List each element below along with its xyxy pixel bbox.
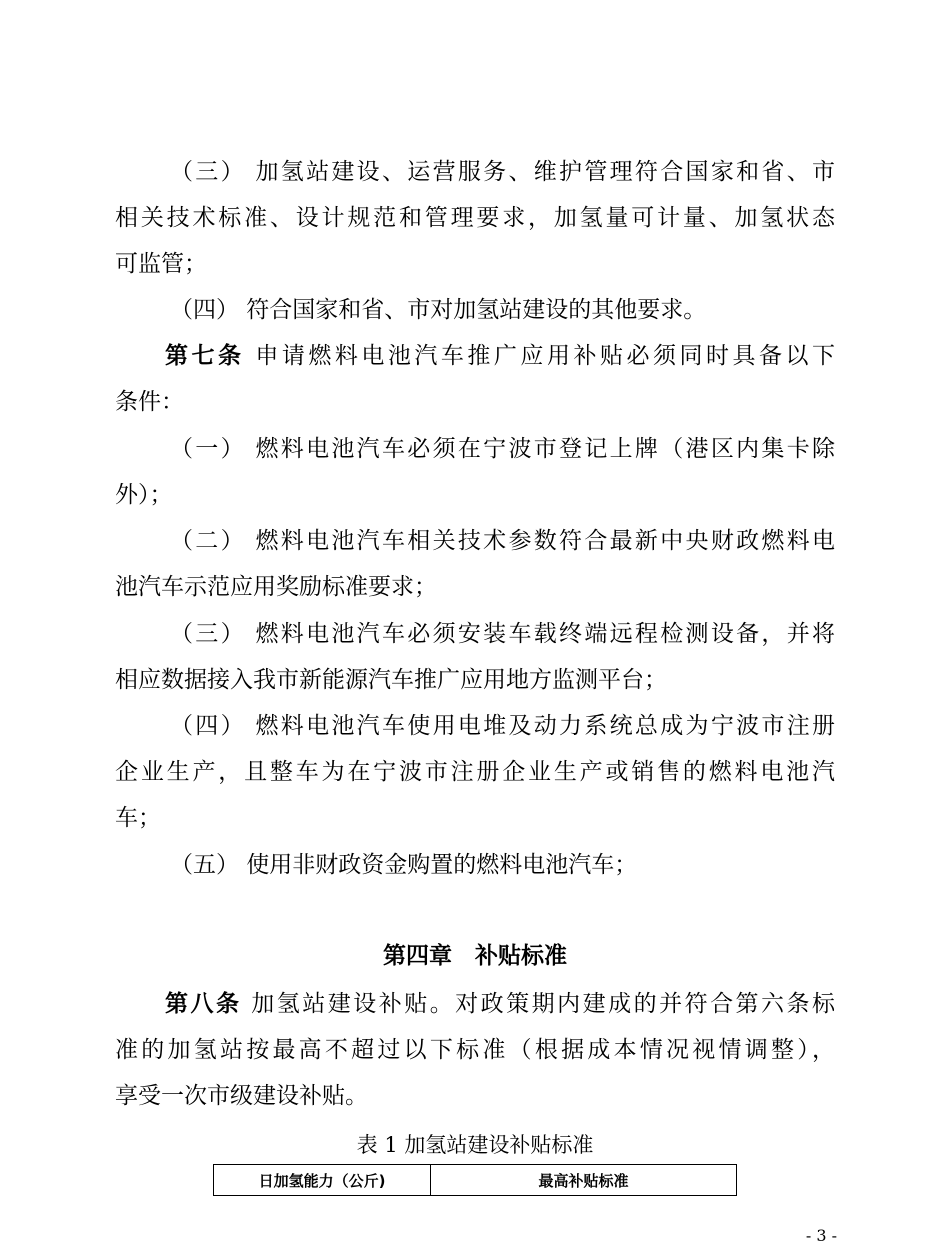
article-7-3-line-1: （三） 燃料电池汽车必须安装车载终端远程检测设备，并将 (170, 621, 835, 647)
article-7-3-line-2: 相应数据接入我市新能源汽车推广应用地方监测平台； (115, 667, 667, 693)
article-8-line-3: 享受一次市级建设补贴。 (115, 1083, 368, 1109)
article-7-label: 第七条 (165, 343, 245, 369)
table-header-capacity: 日加氢能力（公斤) (214, 1165, 431, 1196)
article-7-line-2: 条件： (115, 389, 184, 415)
article-7-4-line-2: 企业生产，且整车为在宁波市注册企业生产或销售的燃料电池汽 (115, 759, 835, 785)
article-7-5: （五） 使用非财政资金购置的燃料电池汽车； (170, 852, 638, 878)
para-6-3-line-2: 相关技术标准、设计规范和管理要求，加氢量可计量、加氢状态 (115, 205, 835, 231)
article-8-line-1 (165, 988, 835, 1020)
article-8-label: 第八条 (165, 991, 242, 1017)
article-7-1-line-2: 外）； (115, 482, 173, 508)
table-header-row (214, 1165, 737, 1196)
article-7-4-line-3: 车； (115, 805, 161, 831)
para-6-3-line-3: 可监管； (115, 251, 207, 277)
article-8-line-2: 准的加氢站按最高不超过以下标准（根据成本情况视情调整）， (115, 1037, 835, 1063)
page-number: - 3 - (805, 1226, 837, 1245)
chapter-heading: 第四章 补贴标准 (383, 943, 567, 969)
subsidy-table (213, 1164, 737, 1196)
article-7-2-line-1: （二） 燃料电池汽车相关技术参数符合最新中央财政燃料电 (170, 528, 835, 554)
article-7-2-line-2: 池汽车示范应用奖励标准要求； (115, 574, 437, 600)
article-7-line-1 (165, 340, 835, 372)
article-7-4-line-1: （四） 燃料电池汽车使用电堆及动力系统总成为宁波市注册 (170, 713, 835, 739)
table-caption: 表 1 加氢站建设补贴标准 (356, 1133, 594, 1157)
article-7-text: 申请燃料电池汽车推广应用补贴必须同时具备以下 (255, 343, 836, 369)
para-6-4: （四） 符合国家和省、市对加氢站建设的其他要求。 (170, 297, 707, 323)
table-header-subsidy: 最高补贴标准 (431, 1165, 737, 1196)
article-7-1-line-1: （一） 燃料电池汽车必须在宁波市登记上牌（港区内集卡除 (170, 436, 835, 462)
article-8-text: 加氢站建设补贴。对政策期内建成的并符合第六条标 (251, 991, 836, 1017)
para-6-3-line-1: （三） 加氢站建设、运营服务、维护管理符合国家和省、市 (170, 159, 835, 185)
